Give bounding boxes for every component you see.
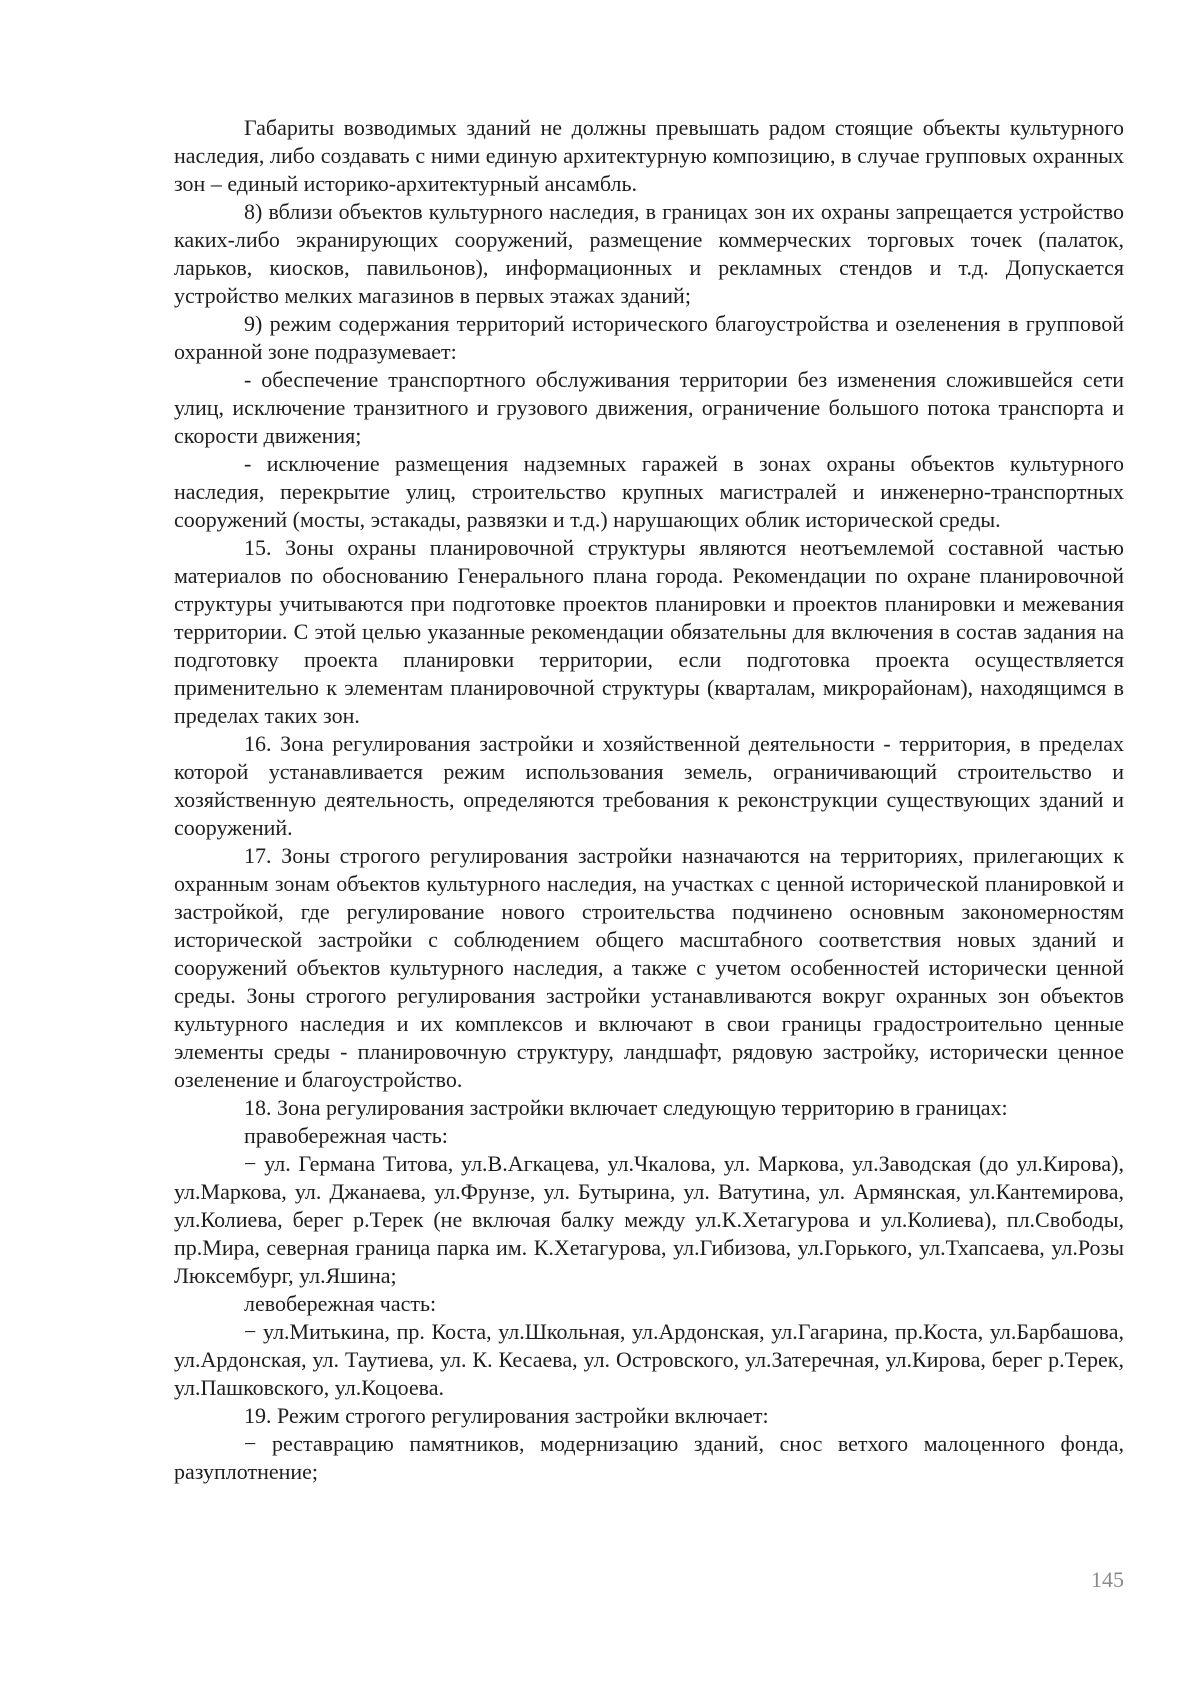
paragraph-bullet-restoration: − реставрацию памятников, модернизацию зданий, снос ветхого малоценного фонда, разуплотнение; [174,1431,1124,1484]
paragraph-left-bank-heading: левобережная часть: [244,1291,437,1316]
paragraph-right-bank-heading: правобережная часть: [244,1123,448,1148]
paragraph-left-bank-streets: − ул.Митькина, пр. Коста, ул.Школьная, ул.Ардонская, ул.Гагарина, пр.Коста, ул.Барбашова, ул.Ардонская, ул. Таутиева, ул. К. Кесаева, ул. Островского, ул.Затеречная, ул.Кирова, берег р.Терек, ул.Пашковского, ул.Коцоева. [174,1319,1124,1400]
document-page [174,114,1124,1486]
paragraph-dimensions: Габариты возводимых зданий не должны превышать радом стоящие объекты культурного наследия, либо создавать с ними единую архитектурную композицию, в случае групповых охранных зон – единый историко-архитектурный ансамбль. [174,115,1124,196]
paragraph-bullet-transport: - обеспечение транспортного обслуживания территории без изменения сложившейся сети улиц, исключение транзитного и грузового движения, ограничение большого потока транспорта и скорости движения; [174,367,1124,448]
page-number: 145 [1091,1567,1124,1592]
paragraph-item-15: 15. Зоны охраны планировочной структуры являются неотъемлемой составной частью материалов по обоснованию Генерального плана города. Рекомендации по охране планировочной структуры учитываются при подготовке проектов планировки и проектов планировки и межевания территории. С этой целью указанные рекомендации обязательны для включения в состав задания на подготовку проекта планировки территории, если подготовка проекта осуществляется применительно к элементам планировочной структуры (кварталам, микрорайонам), находящимся в пределах таких зон. [174,535,1124,728]
paragraph-item-9: 9) режим содержания территорий исторического благоустройства и озеленения в групповой охранной зоне подразумевает: [174,311,1124,364]
paragraph-bullet-garages: - исключение размещения надземных гаражей в зонах охраны объектов культурного наследия, перекрытие улиц, строительство крупных магистралей и инженерно-транспортных сооружений (мосты, эстакады, развязки и т.д.) нарушающих облик исторической среды. [174,451,1124,532]
paragraph-item-16: 16. Зона регулирования застройки и хозяйственной деятельности - территория, в пределах которой устанавливается режим использования земель, ограничивающий строительство и хозяйственную деятельность, определяются требования к реконструкции существующих зданий и сооружений. [174,731,1124,840]
paragraph-item-17: 17. Зоны строгого регулирования застройки назначаются на территориях, прилегающих к охранным зонам объектов культурного наследия, на участках с ценной исторической планировкой и застройкой, где регулирование нового строительства подчинено основным закономерностям исторической застройки с соблюдением общего масштабного соответствия новых зданий и сооружений объектов культурного наследия, а также с учетом особенностей исторически ценной среды. Зоны строгого регулирования застройки устанавливаются вокруг охранных зон объектов культурного наследия и их комплексов и включают в свои границы градостроительно ценные элементы среды - планировочную структуру, ландшафт, рядовую застройку, исторически ценное озеленение и благоустройство. [174,843,1124,1092]
paragraph-item-8: 8) вблизи объектов культурного наследия, в границах зон их охраны запрещается устройство каких-либо экранирующих сооружений, размещение коммерческих торговых точек (палаток, ларьков, киосков, павильонов), информационных и рекламных стендов и т.д. Допускается устройство мелких магазинов в первых этажах зданий; [174,199,1124,308]
paragraph-right-bank-streets: − ул. Германа Титова, ул.В.Агкацева, ул.Чкалова, ул. Маркова, ул.Заводская (до ул.Кирова), ул.Маркова, ул. Джанаева, ул.Фрунзе, ул. Бутырина, ул. Ватутина, ул. Армянская, ул.Кантемирова, ул.Колиева, берег р.Терек (не включая балку между ул.К.Хетагурова и ул.Колиева), пл.Свободы, пр.Мира, северная граница парка им. К.Хетагурова, ул.Гибизова, ул.Горького, ул.Тхапсаева, ул.Розы Люксембург, ул.Яшина; [174,1151,1124,1288]
paragraph-item-18: 18. Зона регулирования застройки включает следующую территорию в границах: [244,1095,1008,1120]
paragraph-item-19: 19. Режим строгого регулирования застройки включает: [244,1403,769,1428]
